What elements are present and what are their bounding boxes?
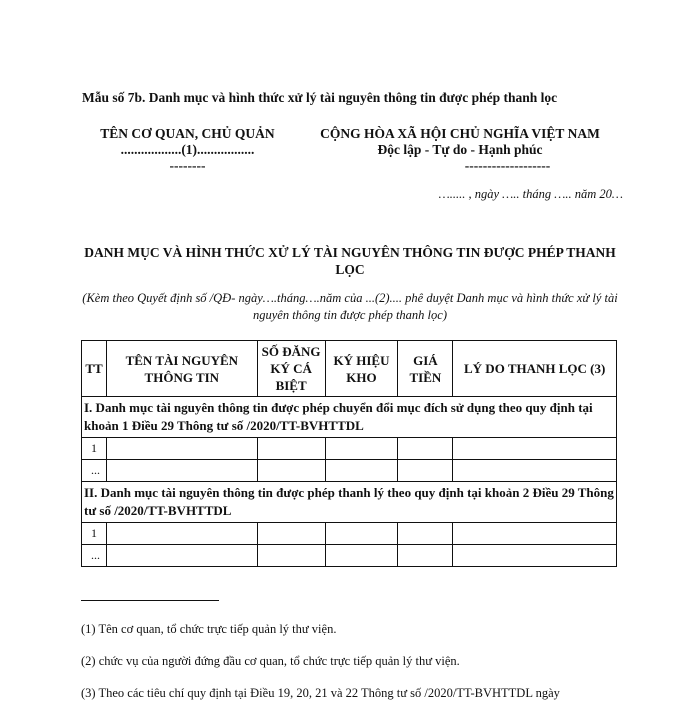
table-cell	[106, 523, 257, 545]
agency-placeholder: ..................(1).................	[120, 142, 255, 157]
footnote: (1) Tên cơ quan, tổ chức trực tiếp quản lý thư viện.	[81, 622, 337, 636]
table-row	[82, 545, 617, 567]
row-number: 1	[82, 523, 107, 545]
column-header: SỐ ĐĂNG KÝ CÁ BIỆT	[257, 341, 325, 397]
section-title: I. Danh mục tài nguyên thông tin được phép chuyển đổi mục đích sử dụng theo quy định tại khoản 1 Điều 29 Thông tư số /2020/TT-BVHTTDL	[82, 397, 617, 438]
table-cell	[453, 460, 617, 482]
column-header: TT	[82, 341, 107, 397]
section-title: II. Danh mục tài nguyên thông tin được phép thanh lý theo quy định tại khoản 2 Điều 29 Thông tư số /2020/TT-BVHTTDL	[82, 482, 617, 523]
table-cell	[106, 545, 257, 567]
row-number: ...	[82, 460, 107, 482]
document-subtitle: (Kèm theo Quyết định số /QĐ- ngày….tháng….năm của ...(2).... phê duyệt Danh mục và hình thức xử lý tài nguyên thông tin được phép thanh lọc)	[82, 291, 618, 322]
table-cell	[106, 438, 257, 460]
table-header-row	[82, 341, 617, 397]
row-number: ...	[82, 545, 107, 567]
table-cell	[398, 523, 453, 545]
nation-name: CỘNG HÒA XÃ HỘI CHỦ NGHĨA VIỆT NAM	[320, 126, 600, 141]
table-cell	[257, 523, 325, 545]
column-header: LÝ DO THANH LỌC (3)	[453, 341, 617, 397]
footnote: (2) chức vụ của người đứng đầu cơ quan, tổ chức trực tiếp quản lý thư viện.	[81, 654, 460, 668]
table-cell	[398, 460, 453, 482]
nation-motto: Độc lập - Tự do - Hạnh phúc	[377, 142, 543, 157]
agency-block	[80, 126, 295, 174]
records-table	[81, 340, 617, 567]
table-cell	[453, 523, 617, 545]
agency-dashes: --------	[169, 158, 206, 173]
table-cell	[257, 438, 325, 460]
table-cell	[325, 438, 398, 460]
table-cell	[453, 438, 617, 460]
footnote-divider	[81, 600, 219, 601]
table-cell	[257, 460, 325, 482]
table-row	[82, 460, 617, 482]
nation-block	[305, 126, 615, 174]
table-cell	[398, 545, 453, 567]
table-cell	[257, 545, 325, 567]
agency-name: TÊN CƠ QUAN, CHỦ QUẢN	[100, 126, 275, 141]
footnote: (3) Theo các tiêu chí quy định tại Điều 19, 20, 21 và 22 Thông tư số /2020/TT-BVHTTDL ngày	[81, 686, 560, 700]
form-title: Mẫu số 7b. Danh mục và hình thức xử lý tài nguyên thông tin được phép thanh lọc	[82, 90, 558, 105]
section-row	[82, 397, 617, 438]
table-cell	[325, 523, 398, 545]
table-row	[82, 523, 617, 545]
table-cell	[398, 438, 453, 460]
row-number: 1	[82, 438, 107, 460]
table-cell	[325, 545, 398, 567]
table-cell	[106, 460, 257, 482]
table-row	[82, 438, 617, 460]
document-title: DANH MỤC VÀ HÌNH THỨC XỬ LÝ TÀI NGUYÊN THÔNG TIN ĐƯỢC PHÉP THANH LỌC	[84, 245, 616, 277]
table-cell	[325, 460, 398, 482]
date-line: …..... , ngày ….. tháng ….. năm 20…	[438, 187, 623, 201]
section-row	[82, 482, 617, 523]
column-header: TÊN TÀI NGUYÊN THÔNG TIN	[106, 341, 257, 397]
column-header: KÝ HIỆU KHO	[325, 341, 398, 397]
column-header: GIÁ TIỀN	[398, 341, 453, 397]
nation-dashes: -------------------	[464, 158, 551, 173]
table-cell	[453, 545, 617, 567]
